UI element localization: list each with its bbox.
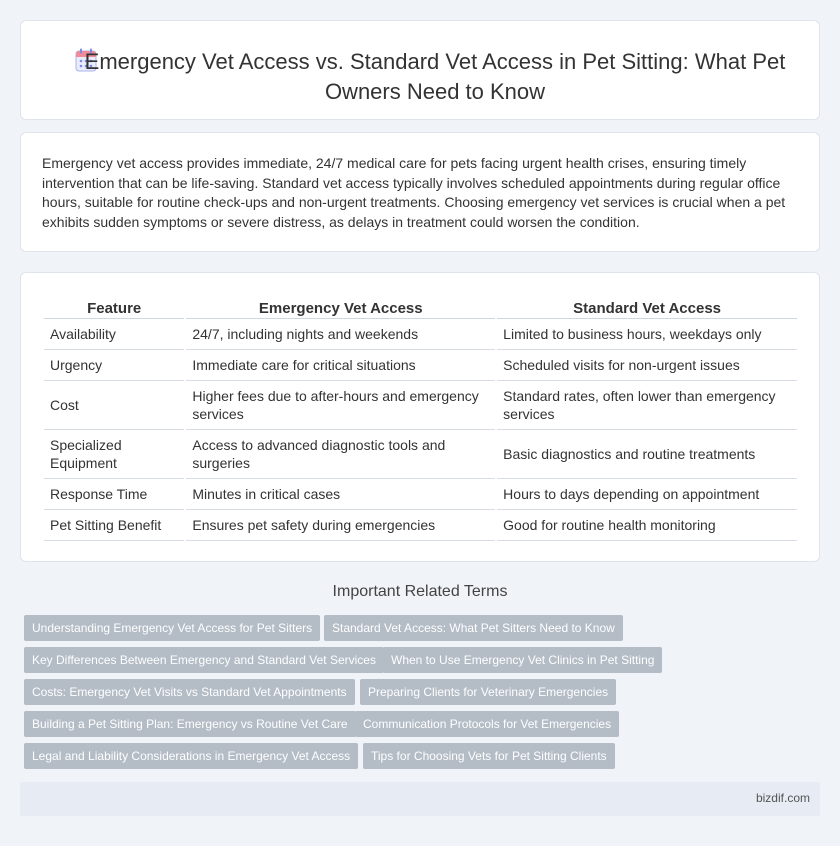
related-tag[interactable]: Costs: Emergency Vet Visits vs Standard Vet Appointments xyxy=(24,679,355,705)
related-tag[interactable]: Building a Pet Sitting Plan: Emergency vs Routine Vet Care xyxy=(24,711,356,737)
comparison-card xyxy=(20,272,820,562)
table-row xyxy=(44,350,797,381)
table-cell: Availability xyxy=(44,319,184,350)
related-tag[interactable]: Understanding Emergency Vet Access for Pet Sitters xyxy=(24,615,320,641)
table-row xyxy=(44,510,797,541)
table-cell: 24/7, including nights and weekends xyxy=(186,319,495,350)
table-cell: Urgency xyxy=(44,350,184,381)
related-terms-title: Important Related Terms xyxy=(332,583,508,600)
related-tag[interactable]: Legal and Liability Considerations in Emergency Vet Access xyxy=(24,743,358,769)
table-cell: Basic diagnostics and routine treatments xyxy=(497,430,797,479)
related-tag[interactable]: Tips for Choosing Vets for Pet Sitting Clients xyxy=(363,743,615,769)
table-cell: Cost xyxy=(44,381,184,430)
table-cell: Immediate care for critical situations xyxy=(186,350,495,381)
page-title: Emergency Vet Access vs. Standard Vet Access in Pet Sitting: What Pet Owners Need to Know xyxy=(84,49,786,104)
related-tag[interactable]: Preparing Clients for Veterinary Emergencies xyxy=(360,679,616,705)
table-cell: Standard rates, often lower than emergency services xyxy=(497,381,797,430)
table-cell: Access to advanced diagnostic tools and surgeries xyxy=(186,430,495,479)
table-cell: Specialized Equipment xyxy=(44,430,184,479)
related-tag[interactable]: When to Use Emergency Vet Clinics in Pet Sitting xyxy=(383,647,662,673)
table-header-emergency: Emergency Vet Access xyxy=(186,295,495,319)
table-cell: Minutes in critical cases xyxy=(186,479,495,510)
related-tag[interactable]: Key Differences Between Emergency and Standard Vet Services xyxy=(24,647,384,673)
table-row xyxy=(44,479,797,510)
table-row xyxy=(44,381,797,430)
table-cell: Higher fees due to after-hours and emergency services xyxy=(186,381,495,430)
table-cell: Good for routine health monitoring xyxy=(497,510,797,541)
table-header-feature: Feature xyxy=(44,295,184,319)
table-header-standard: Standard Vet Access xyxy=(497,295,797,319)
table-cell: Hours to days depending on appointment xyxy=(497,479,797,510)
footer xyxy=(20,782,820,816)
table-cell: Scheduled visits for non-urgent issues xyxy=(497,350,797,381)
intro-paragraph: Emergency vet access provides immediate, 24/7 medical care for pets facing urgent health crises, ensuring timely intervention that can be life-saving. Standard vet access typically involves scheduled appointments during regular office hours, suitable for routine check-ups and non-urgent treatments. Choosing emergency vet services is crucial when a pet exhibits sudden symptoms or severe distress, as delays in treatment could worsen the condition. xyxy=(42,155,786,230)
table-cell: Response Time xyxy=(44,479,184,510)
comparison-table xyxy=(42,295,799,541)
header-card xyxy=(20,20,820,120)
table-cell: Pet Sitting Benefit xyxy=(44,510,184,541)
intro-card xyxy=(20,132,820,252)
table-row xyxy=(44,430,797,479)
footer-brand[interactable]: bizdif.com xyxy=(755,791,810,805)
table-cell: Limited to business hours, weekdays only xyxy=(497,319,797,350)
table-cell: Ensures pet safety during emergencies xyxy=(186,510,495,541)
related-tag[interactable]: Standard Vet Access: What Pet Sitters Need to Know xyxy=(324,615,623,641)
table-row xyxy=(44,319,797,350)
related-tag[interactable]: Communication Protocols for Vet Emergencies xyxy=(355,711,619,737)
